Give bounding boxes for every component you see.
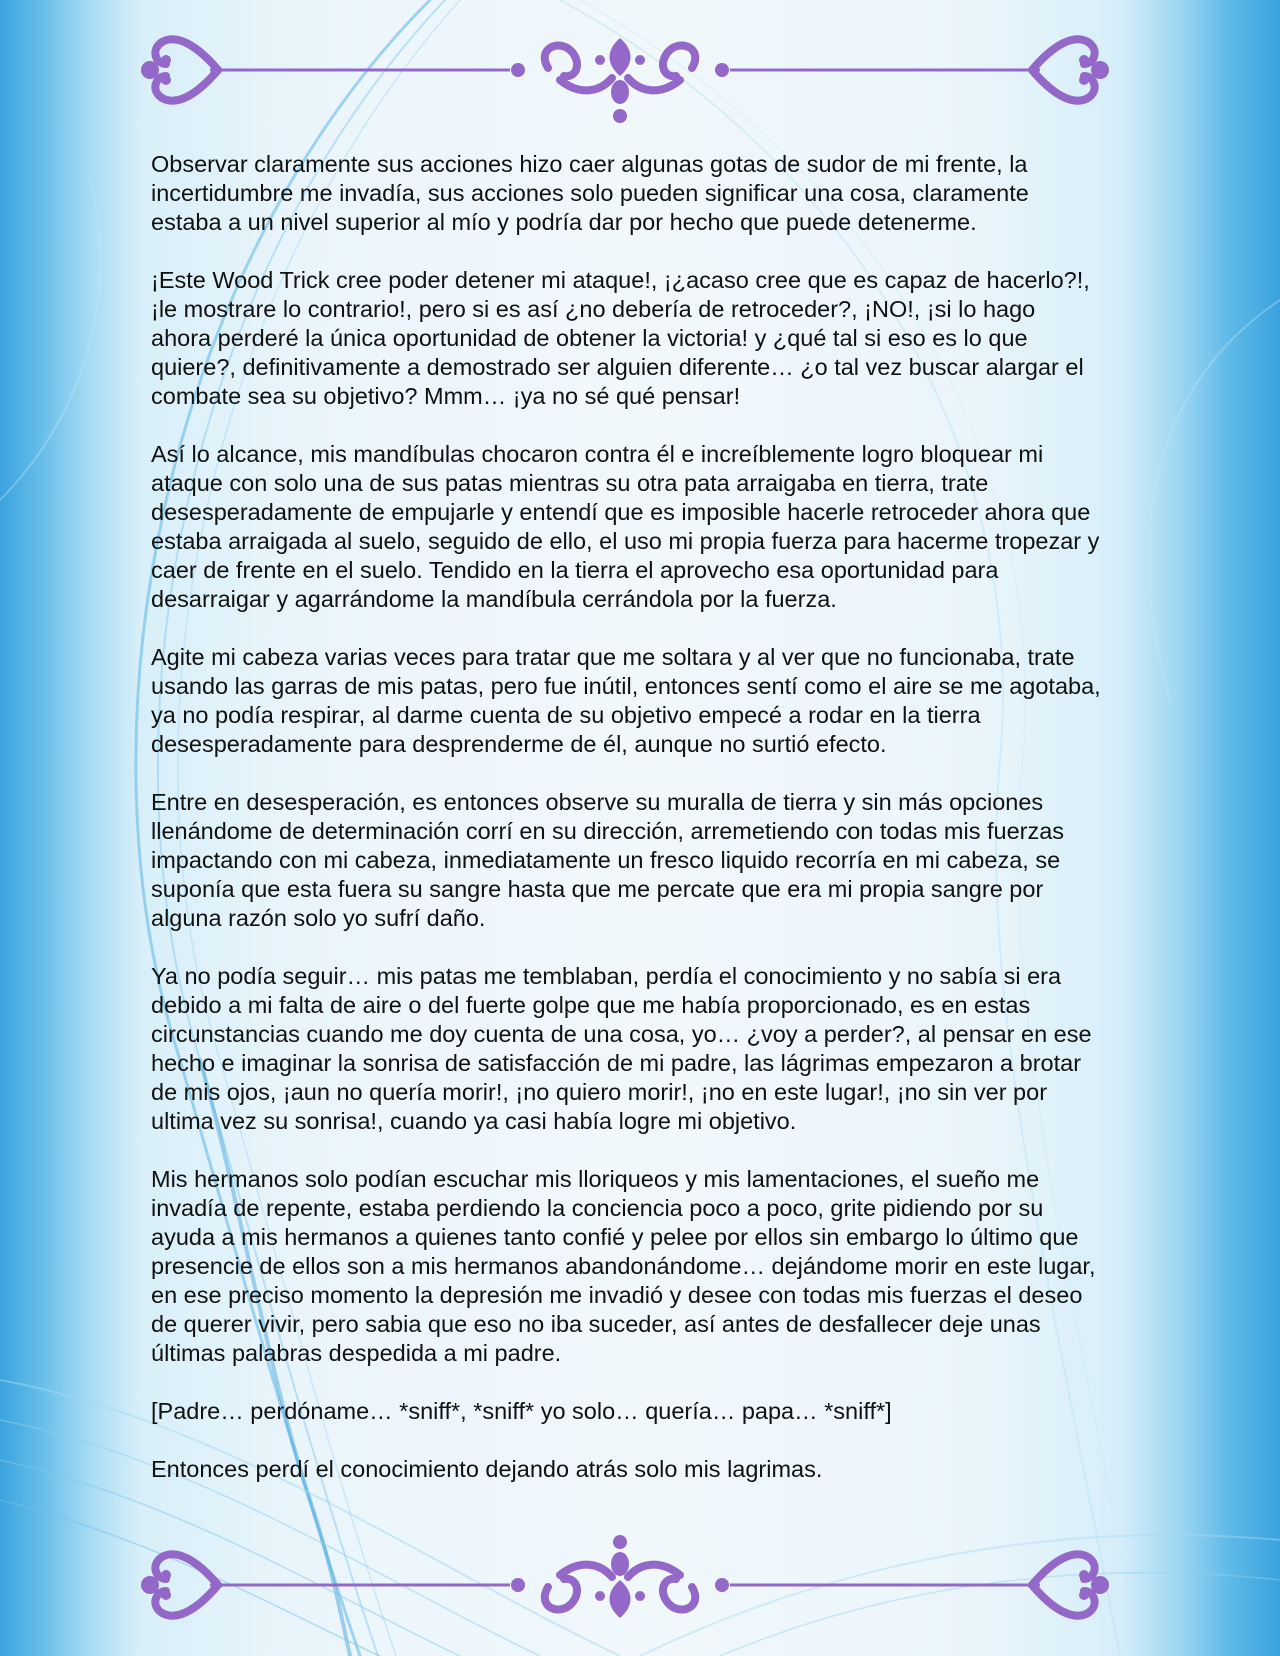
- paragraph: Entre en desesperación, es entonces observe su muralla de tierra y sin más opciones llenándome de determinación corrí en su dirección, arremetiendo con todas mis fuerzas impactando con mi cabeza, inmediatamente un fresco liquido recorría en mi cabeza, se suponía que esta fuera su sangre hasta que me percate que era mi propia sangre por alguna razón solo yo sufrí daño.: [151, 789, 1065, 931]
- paragraph: Ya no podía seguir… mis patas me temblaban, perdía el conocimiento y no sabía si era debido a mi falta de aire o del fuerte golpe que me había proporcionado, es en estas circunstancias cuando me doy cuenta de una cosa, yo… ¿voy a perder?, al pensar en ese hecho e imaginar la sonrisa de satisfacción de mi padre, las lágrimas empezaron a brotar de mis ojos, ¡aun no quería morir!, ¡no quiero morir!, ¡no en este lugar!, ¡no sin ver por ultima vez su sonrisa!, cuando ya casi había logre mi objetivo.: [151, 963, 1092, 1134]
- paragraph: Agite mi cabeza varias veces para tratar que me soltara y al ver que no funcionaba, trate usando las garras de mis patas, pero fue inútil, entonces sentí como el aire se me agotaba, ya no podía respirar, al darme cuenta de su objetivo empecé a rodar en la tierra desesperadamente para desprenderme de él, aunque no surtió efecto.: [151, 644, 1101, 757]
- paragraph: [Padre… perdóname… *sniff*, *sniff* yo solo… quería… papa… *sniff*]: [151, 1398, 892, 1424]
- top-flourish-icon: [0, 20, 1280, 130]
- paragraph: Entonces perdí el conocimiento dejando atrás solo mis lagrimas.: [151, 1456, 823, 1482]
- paragraph: Así lo alcance, mis mandíbulas chocaron contra él e increíblemente logro bloquear mi ataque con solo una de sus patas mientras su otra pata arraigaba en tierra, trate desesperadamente de empujarle y entendí que es imposible hacerle retroceder ahora que estaba arraigada al suelo, seguido de ello, el uso mi propia fuerza para hacerme tropezar y caer de frente en el suelo. Tendido en la tierra el aprovecho esa oportunidad para desarraigar y agarrándome la mandíbula cerrándola por la fuerza.: [151, 441, 1100, 612]
- story-text: [151, 150, 1101, 1513]
- paragraph: Mis hermanos solo podían escuchar mis lloriqueos y mis lamentaciones, el sueño me invadía de repente, estaba perdiendo la conciencia poco a poco, grite pidiendo por su ayuda a mis hermanos a quienes tanto confié y pelee por ellos sin embargo lo último que presencie de ellos son a mis hermanos abandonándome… dejándome morir en este lugar, en ese preciso momento la depresión me invadió y desee con todas mis fuerzas el deseo de querer vivir, pero sabia que eso no iba suceder, así antes de desfallecer deje unas últimas palabras despedida a mi padre.: [151, 1166, 1096, 1366]
- paragraph: Observar claramente sus acciones hizo caer algunas gotas de sudor de mi frente, la incertidumbre me invadía, sus acciones solo pueden significar una cosa, claramente estaba a un nivel superior al mío y podría dar por hecho que puede detenerme.: [151, 151, 1029, 235]
- paragraph: ¡Este Wood Trick cree poder detener mi ataque!, ¡¿acaso cree que es capaz de hacerlo?!, ¡le mostrare lo contrario!, pero si es así ¿no debería de retroceder?, ¡NO!, ¡si lo hago ahora perderé la única oportunidad de obtener la victoria! y ¿qué tal si eso es lo que quiere?, definitivamente a demostrado ser alguien diferente… ¿o tal vez buscar alargar el combate sea su objetivo? Mmm… ¡ya no sé qué pensar!: [151, 267, 1090, 409]
- bottom-flourish-icon: [0, 1530, 1280, 1640]
